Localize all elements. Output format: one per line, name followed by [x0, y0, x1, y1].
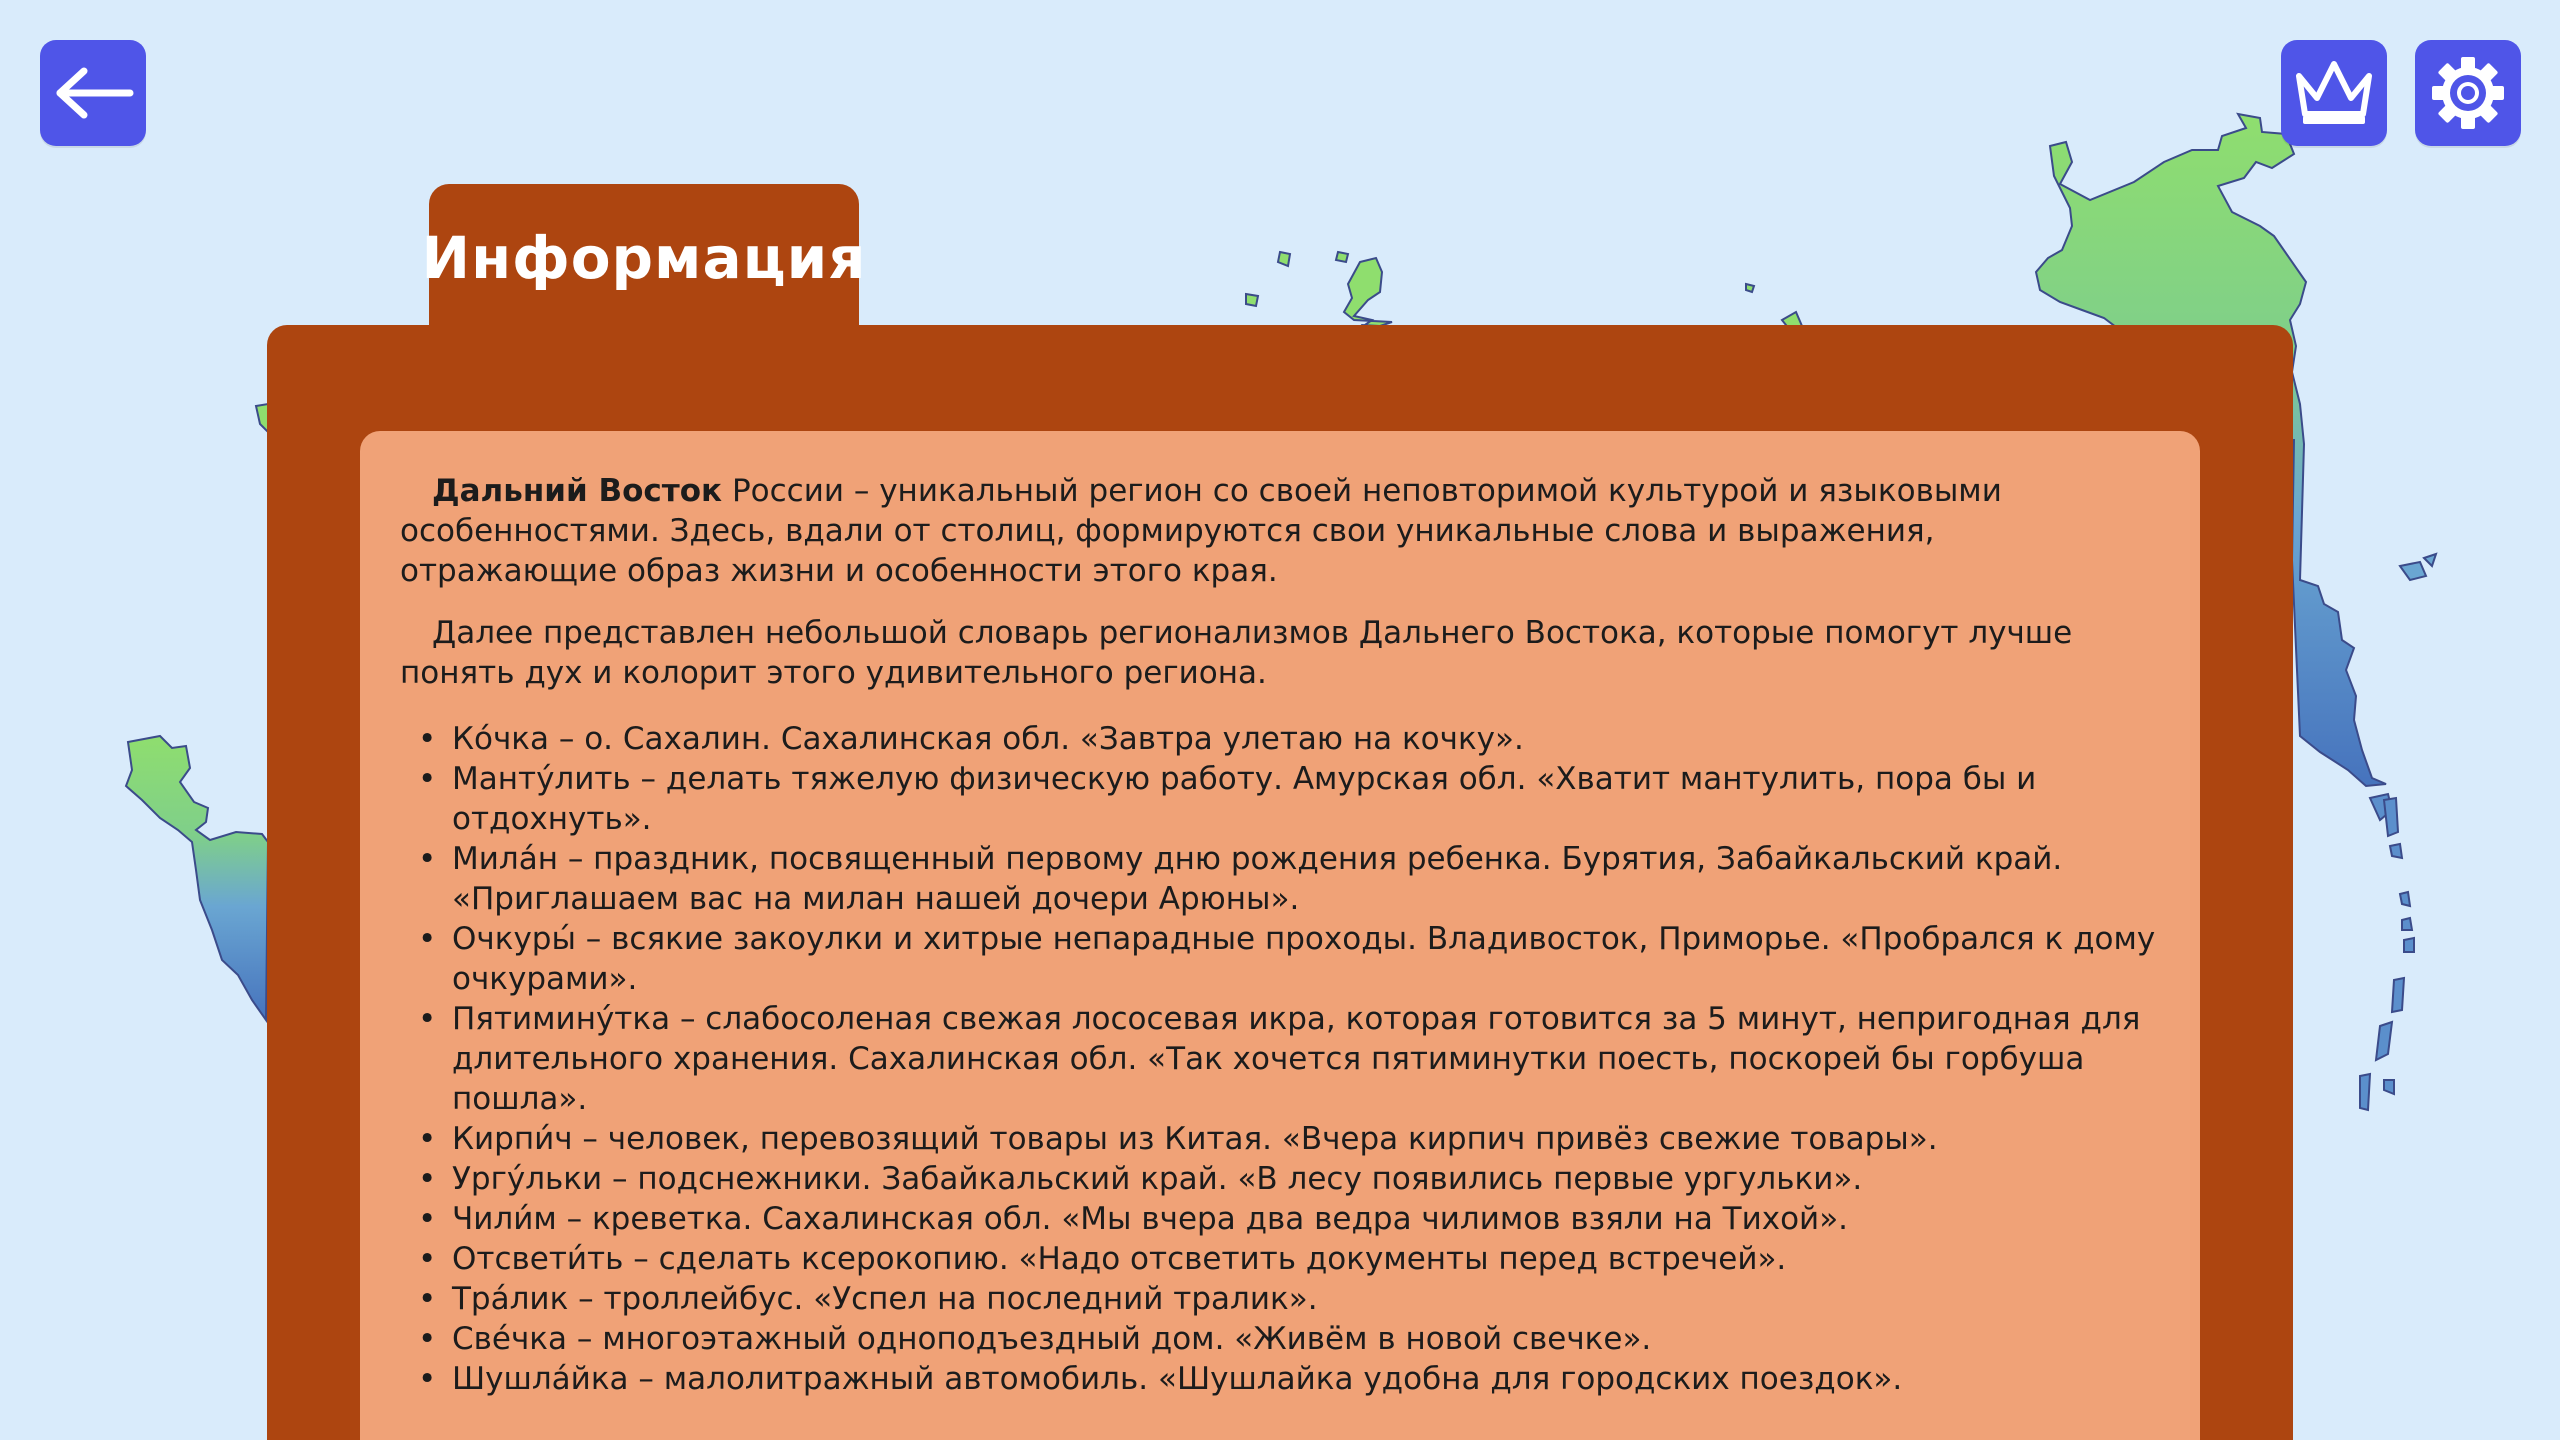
intro-bold-term: Дальний Восток	[432, 473, 723, 509]
settings-button[interactable]	[2415, 40, 2521, 146]
gear-icon	[2426, 51, 2510, 135]
list-item: • Ургу́льки – подснежники. Забайкальский край. «В лесу появились первые ургульки».	[452, 1159, 2160, 1199]
list-item: • Кирпи́ч – человек, перевозящий товары из Китая. «Вчера кирпич привёз свежие товары».	[452, 1119, 2160, 1159]
info-content[interactable]	[360, 431, 2200, 1440]
arrow-left-icon	[48, 63, 138, 123]
list-item: • Тра́лик – троллейбус. «Успел на последний тралик».	[452, 1279, 2160, 1319]
list-item: • Чили́м – креветка. Сахалинская обл. «Мы вчера два ведра чилимов взяли на Тихой».	[452, 1199, 2160, 1239]
crown-icon	[2291, 58, 2377, 128]
list-item: • Ко́чка – о. Сахалин. Сахалинская обл. «Завтра улетаю на кочку».	[452, 719, 2160, 759]
map-island-1	[1344, 258, 1392, 330]
page-title: Информация	[421, 224, 867, 292]
back-button[interactable]	[40, 40, 146, 146]
list-item: • Мила́н – праздник, посвященный первому дню рождения ребенка. Бурятия, Забайкальский край. «Приглашаем вас на милан нашей дочери Арюны».	[452, 839, 2160, 919]
list-item: • Очкуры́ – всякие закоулки и хитрые непарадные проходы. Владивосток, Приморье. «Пробрался к дому очкурами».	[452, 919, 2160, 999]
intro-text: России – уникальный регион со своей неповторимой культурой и языковыми особенностями. Здесь, вдали от столиц, формируются свои уникальные слова и выражения, отражающие образ жизни и особенности этого края.	[400, 473, 2002, 589]
list-item: • Пятиминýтка – слабосоленая свежая лососевая икра, которая готовится за 5 минут, непригодная для длительного хранения. Сахалинская обл. «Так хочется пятиминутки поесть, поскорей бы горбуша пошла».	[452, 999, 2160, 1119]
list-item: • Манту́лить – делать тяжелую физическую работу. Амурская обл. «Хватит мантулить, пора бы и отдохнуть».	[452, 759, 2160, 839]
second-paragraph: Далее представлен небольшой словарь регионализмов Дальнего Востока, которые помогут лучше понять дух и колорит этого удивительного региона.	[400, 615, 2073, 691]
info-tab	[421, 184, 867, 334]
list-item: • Отсвети́ть – сделать ксерокопию. «Надо отсветить документы перед встречей».	[452, 1239, 2160, 1279]
crown-button[interactable]	[2281, 40, 2387, 146]
dictionary-list	[400, 719, 2160, 1399]
list-item: • Шушла́йка – малолитражный автомобиль. «Шушлайка удобна для городских поездок».	[452, 1359, 2160, 1399]
intro-paragraph	[400, 471, 2160, 591]
map-region-left	[126, 736, 268, 1020]
list-item: • Све́чка – многоэтажный одноподъездный дом. «Живём в новой свечке».	[452, 1319, 2160, 1359]
